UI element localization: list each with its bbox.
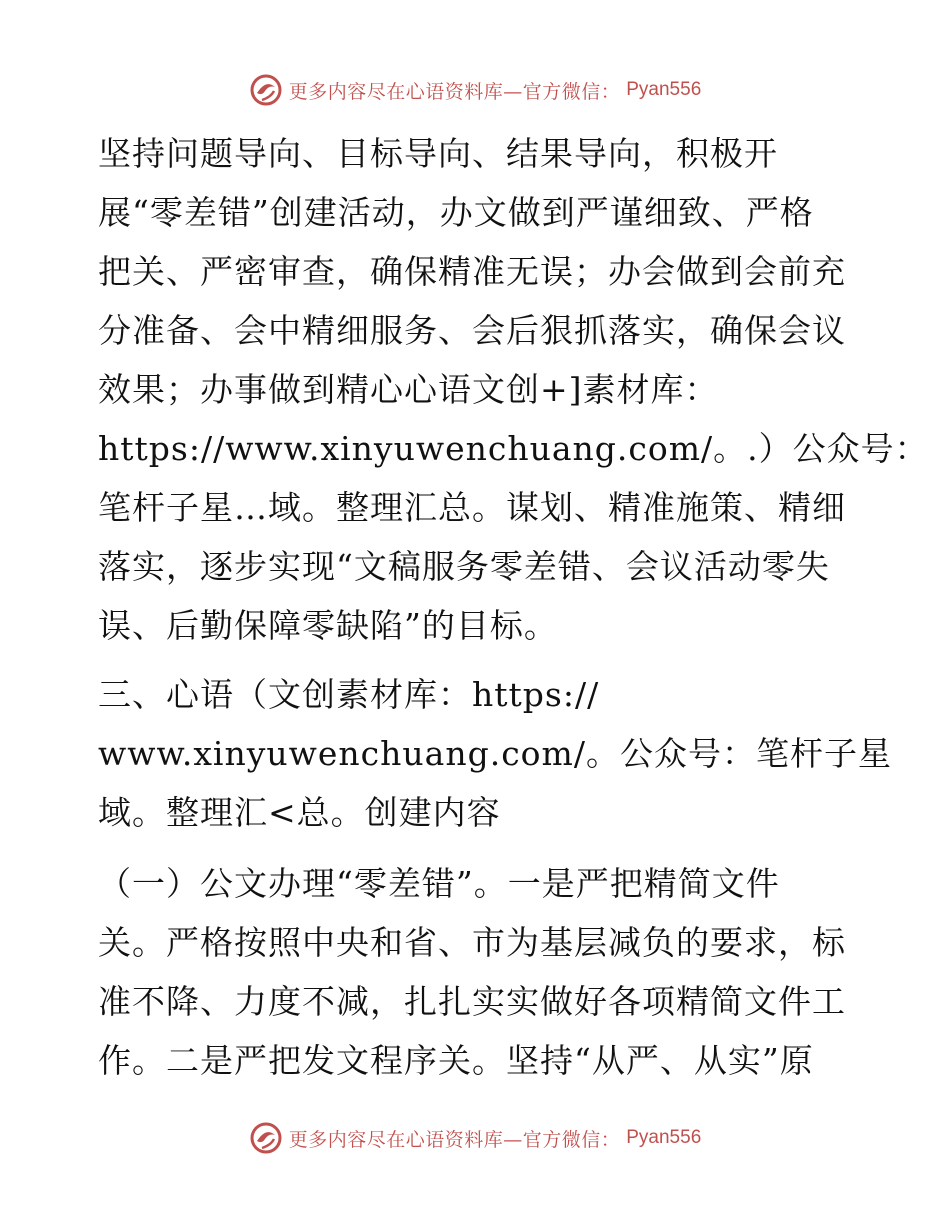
text-line: 效果；办事做到精心心语文创+]素材库：	[98, 370, 719, 409]
text-line: 坚持问题导向、目标导向、结果导向，积极开	[98, 134, 778, 173]
text-line: 准不降、力度不减，扎扎实实做好各项精简文件工	[98, 982, 846, 1021]
text-line: （一）公文办理“零差错”。一是严把精简文件	[98, 864, 780, 903]
section-heading-line: 三、心语（文创素材库：https://	[98, 675, 600, 714]
paragraph-3	[98, 854, 858, 1090]
red-swirl-logo-icon	[249, 73, 283, 107]
text-line: 分准备、会中精细服务、会后狠抓落实，确保会议	[98, 311, 846, 350]
footer-banner-inner	[249, 1121, 702, 1155]
text-line: https://www.xinyuwenchuang.com/。.）公众号：	[98, 429, 929, 468]
text-line: 笔杆子星…域。整理汇总。谋划、精准施策、精细	[98, 488, 846, 527]
header-banner-text: 更多内容尽在心语资料库—官方微信：	[288, 80, 621, 103]
paragraph-2	[98, 665, 892, 842]
text-line: 把关、严密审查，确保精准无误；办会做到会前充	[98, 252, 846, 291]
text-line: 落实，逐步实现“文稿服务零差错、会议活动零失	[98, 547, 830, 586]
paragraph-spacer	[98, 655, 858, 665]
section-heading-line: www.xinyuwenchuang.com/。公众号：笔杆子星	[98, 734, 892, 773]
paragraph-1	[98, 124, 929, 655]
footer-banner-id: Pyan556	[626, 1127, 702, 1148]
footer-banner	[0, 1118, 950, 1158]
document-body	[98, 124, 929, 1090]
text-line: 作。二是严把发文程序关。坚持“从严、从实”原	[98, 1041, 814, 1080]
text-line: 误、后勤保障零缺陷”的目标。	[98, 606, 558, 645]
header-banner-inner	[249, 73, 702, 107]
paragraph-spacer	[98, 842, 858, 854]
header-banner-id: Pyan556	[626, 79, 702, 100]
section-heading-line: 域。整理汇<总。创建内容	[98, 793, 501, 832]
footer-banner-text: 更多内容尽在心语资料库—官方微信：	[288, 1128, 621, 1151]
red-swirl-logo-icon	[249, 1121, 283, 1155]
text-line: 展“零差错”创建活动，办文做到严谨细致、严格	[98, 193, 814, 232]
text-line: 关。严格按照中央和省、市为基层减负的要求，标	[98, 923, 846, 962]
header-banner	[0, 70, 950, 110]
